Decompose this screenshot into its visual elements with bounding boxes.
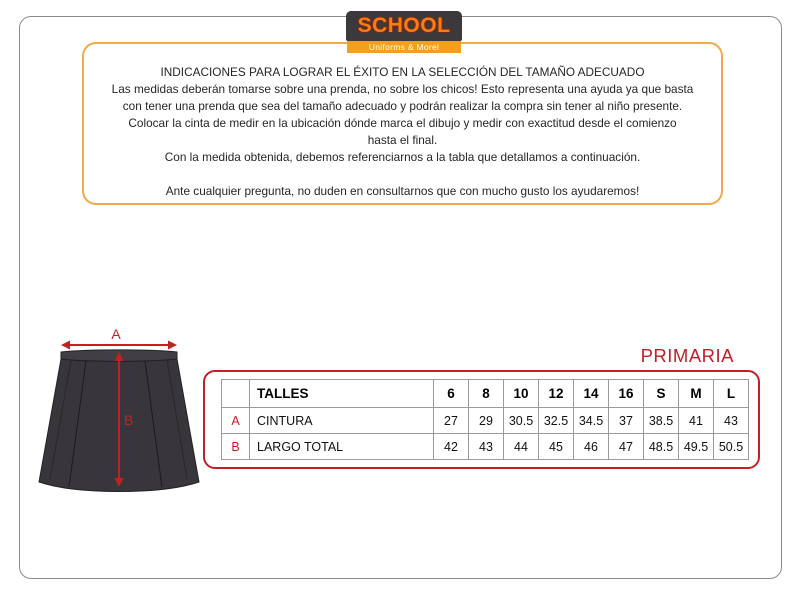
corner-cell bbox=[222, 380, 250, 408]
size-column-header: 6 bbox=[434, 380, 469, 408]
measure-value: 30.5 bbox=[504, 408, 539, 434]
measure-value: 44 bbox=[504, 434, 539, 460]
brand-name: SCHOOL bbox=[357, 14, 451, 37]
row-label: CINTURA bbox=[250, 408, 434, 434]
sizes-header: TALLES bbox=[250, 380, 434, 408]
section-title: PRIMARIA bbox=[640, 345, 734, 366]
size-column-header: M bbox=[679, 380, 714, 408]
size-column-header: 10 bbox=[504, 380, 539, 408]
measure-value: 48.5 bbox=[644, 434, 679, 460]
instructions-panel bbox=[82, 42, 723, 205]
measure-value: 49.5 bbox=[679, 434, 714, 460]
measure-value: 34.5 bbox=[574, 408, 609, 434]
measure-value: 27 bbox=[434, 408, 469, 434]
size-column-header: 14 bbox=[574, 380, 609, 408]
row-label: LARGO TOTAL bbox=[250, 434, 434, 460]
instructions-line: Ante cualquier pregunta, no duden en consultarnos que con mucho gusto los ayudaremos! bbox=[165, 184, 640, 198]
instructions-spacer bbox=[84, 166, 721, 183]
table-row-largo-total bbox=[222, 434, 749, 460]
size-column-header: S bbox=[644, 380, 679, 408]
instructions-line: con tener una prenda que sea del tamaño adecuado y podrán realizar la compra sin tener al niño presente. bbox=[122, 99, 683, 113]
measure-value: 50.5 bbox=[714, 434, 749, 460]
measure-value: 42 bbox=[434, 434, 469, 460]
instructions-line: Con la medida obtenida, debemos referenciarnos a la tabla que detallamos a continuación. bbox=[164, 150, 641, 164]
size-column-header: 12 bbox=[539, 380, 574, 408]
size-column-header: 16 bbox=[609, 380, 644, 408]
instructions-line: Colocar la cinta de medir en la ubicación dónde marca el dibujo y medir con exactitud desde el comienzo bbox=[128, 116, 677, 130]
brand-logo bbox=[346, 11, 462, 41]
size-table bbox=[221, 379, 749, 460]
measure-label-b: B bbox=[124, 412, 134, 428]
measure-value: 32.5 bbox=[539, 408, 574, 434]
measure-value: 47 bbox=[609, 434, 644, 460]
size-column-header: 8 bbox=[469, 380, 504, 408]
instructions-line: Las medidas deberán tomarse sobre una prenda, no sobre los chicos! Esto representa una ayuda ya que basta bbox=[111, 82, 694, 96]
skirt-diagram bbox=[28, 326, 210, 496]
measure-value: 43 bbox=[714, 408, 749, 434]
instructions-title: INDICACIONES PARA LOGRAR EL ÉXITO EN LA SELECCIÓN DEL TAMAÑO ADECUADO bbox=[160, 65, 645, 79]
brand-tagline-strip bbox=[347, 41, 461, 53]
table-row-cintura bbox=[222, 408, 749, 434]
instructions-line: hasta el final. bbox=[367, 133, 438, 147]
row-key: B bbox=[222, 434, 250, 460]
measure-value: 46 bbox=[574, 434, 609, 460]
brand-tagline: Uniforms & Morel bbox=[368, 42, 440, 52]
measure-value: 43 bbox=[469, 434, 504, 460]
size-table-header-row bbox=[222, 380, 749, 408]
measure-value: 37 bbox=[609, 408, 644, 434]
size-column-header: L bbox=[714, 380, 749, 408]
measure-value: 38.5 bbox=[644, 408, 679, 434]
measure-value: 29 bbox=[469, 408, 504, 434]
measure-value: 45 bbox=[539, 434, 574, 460]
measure-label-a: A bbox=[111, 326, 121, 342]
measure-value: 41 bbox=[679, 408, 714, 434]
row-key: A bbox=[222, 408, 250, 434]
